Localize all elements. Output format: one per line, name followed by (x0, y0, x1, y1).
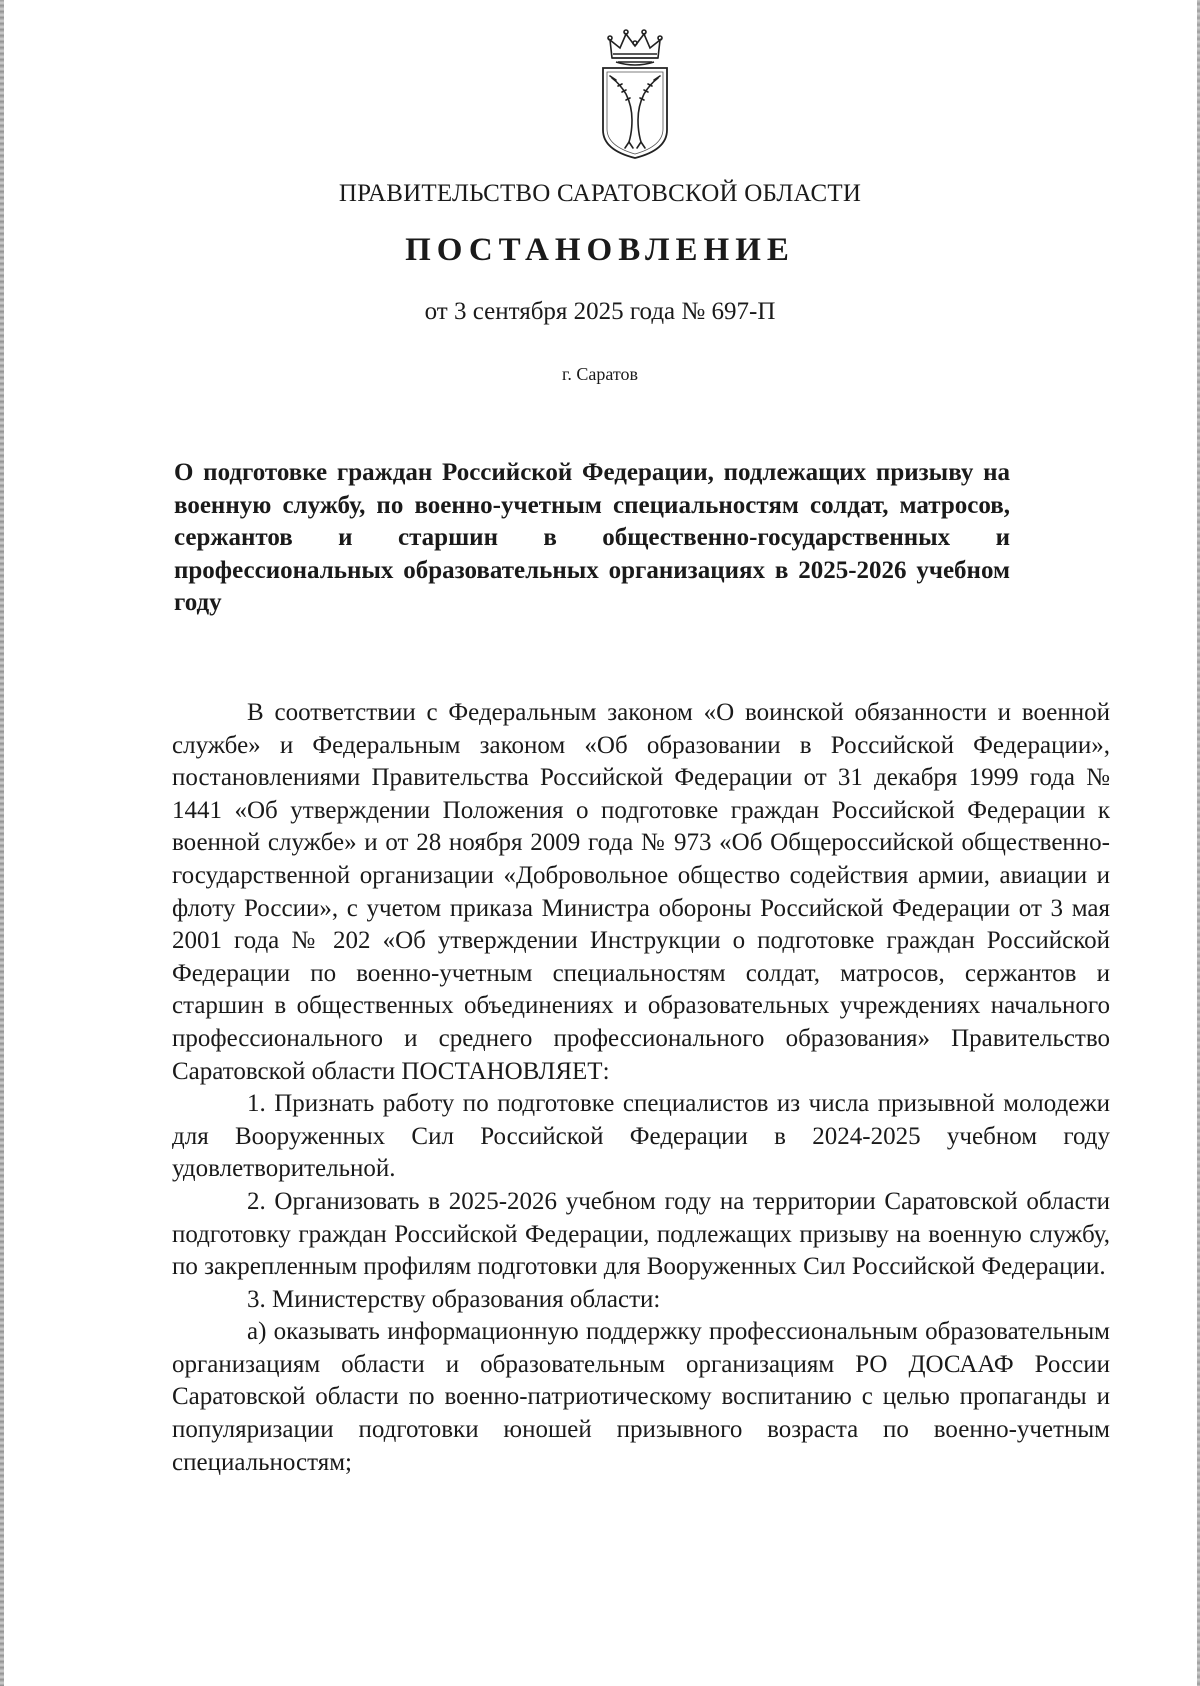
document-city: г. Саратов (562, 364, 638, 384)
clause-3a: а) оказывать информационную поддержку профессиональным образовательным организациям области и образовательным организациям РО ДОСААФ России Саратовской области по военно-патриотическому воспитанию с целью пропаганды и популяризации подготовки юношей призывного возраста по военно-учетным специальностям; (172, 1318, 1110, 1476)
preamble-paragraph: В соответствии с Федеральным законом «О воинской обязанности и военной службе» и Федеральным законом «Об образовании в Российской Федерации», постановлениями Правительства Российской Федерации от 31 декабря 1999 года № 1441 «Об утверждении Положения о подготовке граждан Российской Федерации к военной службе» и от 28 ноября 2009 года № 973 «Об Общероссийской общественно-государственной организации «Добровольное общество содействия армии, авиации и флоту России», с учетом приказа Министра обороны Российской Федерации от 3 мая 2001 года № 202 «Об утверждении Инструкции о подготовке граждан Российской Федерации по военно-учетным специальностям солдат, матросов, сержантов и старшин в общественных объединениях и образовательных учреждениях начального профессионального и среднего профессионального образования» Правительство Саратовской области ПОСТАНОВЛЯЕТ: (172, 699, 1110, 1085)
clause-1: 1. Признать работу по подготовке специалистов из числа призывной молодежи для Вооруженных Сил Российской Федерации в 2024-2025 учебном году удовлетворительной. (172, 1090, 1110, 1183)
document-title: О подготовке граждан Российской Федерации, подлежащих призыву на военную службу, по военно-учетным специальностям солдат, матросов, сержантов и старшин в общественно-государственных и профессиональных образовательных организациях в 2025-2026 учебном году (174, 459, 1010, 616)
organization-name: ПРАВИТЕЛЬСТВО САРАТОВСКОЙ ОБЛАСТИ (338, 180, 862, 207)
coat-of-arms-icon (596, 28, 674, 160)
document-type: ПОСТАНОВЛЕНИЕ (405, 232, 795, 268)
document-body (172, 697, 1110, 1479)
clause-2: 2. Организовать в 2025-2026 учебном году на территории Саратовской области подготовку граждан Российской Федерации, подлежащих призыву на военную службу, по закрепленным профилям подготовки для Вооруженных Сил Российской Федерации. (172, 1187, 1110, 1281)
document-date-number: от 3 сентября 2025 года № 697-П (424, 298, 776, 325)
clause-3: 3. Министерству образования области: (247, 1285, 661, 1313)
